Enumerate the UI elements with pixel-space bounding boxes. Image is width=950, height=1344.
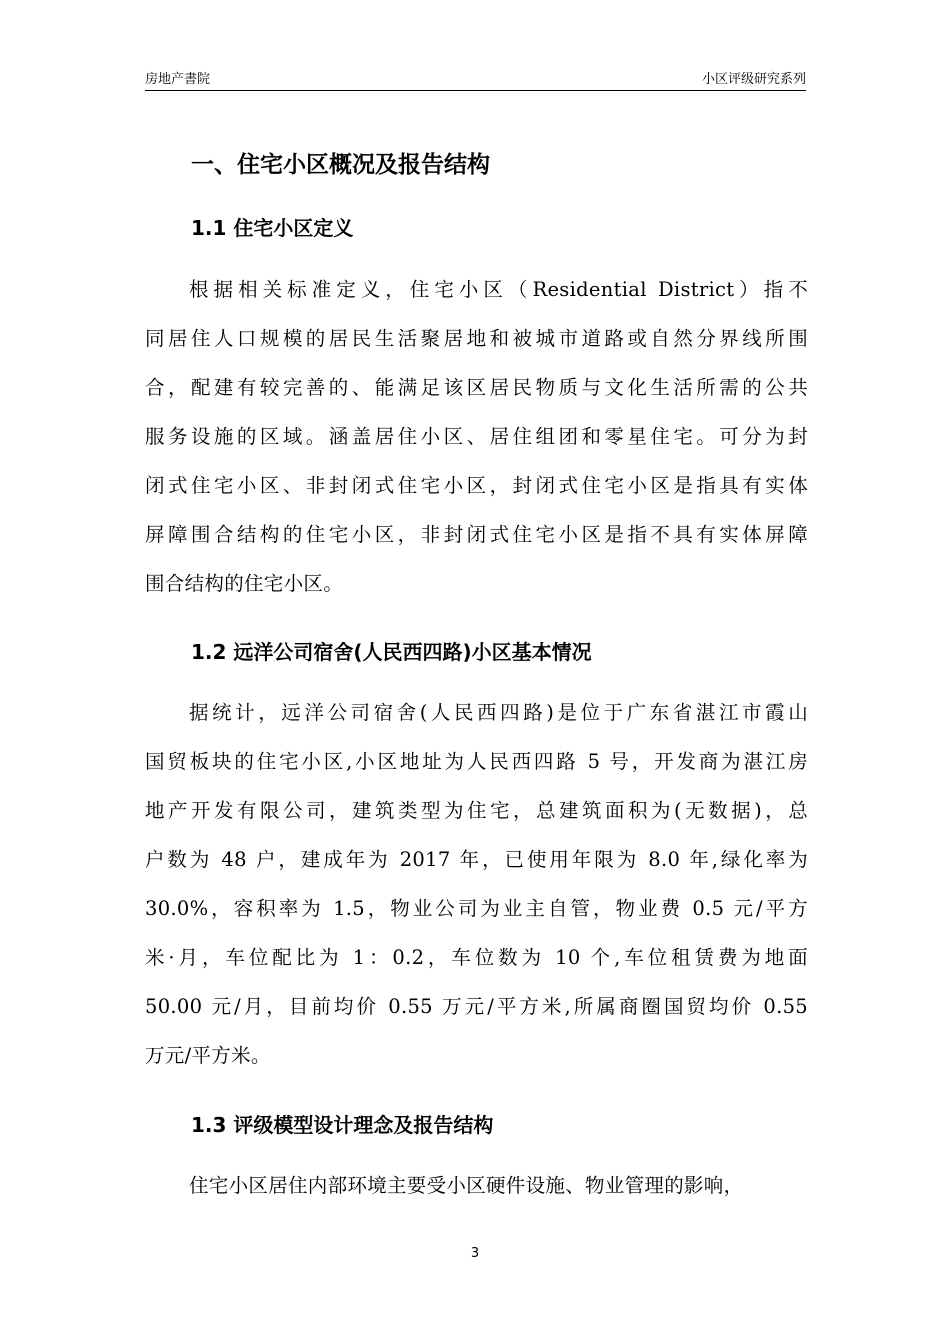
page-header	[145, 66, 806, 91]
paragraph-line: 住宅小区居住内部环境主要受小区硬件设施、物业管理的影响，	[189, 1174, 744, 1197]
section-title-1-3: 1.3 评级模型设计理念及报告结构	[191, 1113, 494, 1137]
paragraph-line: 米·月，车位配比为 1：0.2，车位数为 10 个,车位租赁费为地面	[145, 946, 808, 969]
page-number: 3	[470, 1246, 480, 1261]
paragraph-line: 据统计，远洋公司宿舍(人民西四路)是位于广东省湛江市霞山	[189, 701, 808, 724]
paragraph-line: 户数为 48 户，建成年为 2017 年，已使用年限为 8.0 年,绿化率为	[145, 848, 808, 871]
paragraph-line: 服务设施的区域。涵盖居住小区、居住组团和零星住宅。可分为封	[145, 425, 808, 448]
paragraph-line: 根据相关标准定义，住宅小区（Residential District）指不	[189, 278, 808, 301]
paragraph-line: 屏障围合结构的住宅小区，非封闭式住宅小区是指不具有实体屏障	[145, 523, 808, 546]
section-title-1-1: 1.1 住宅小区定义	[191, 216, 354, 240]
paragraph-line: 围合结构的住宅小区。	[145, 572, 344, 595]
paragraph-line: 国贸板块的住宅小区,小区地址为人民西四路 5 号，开发商为湛江房	[145, 750, 808, 773]
header-left-title: 房地产書院	[145, 72, 211, 87]
paragraph-line: 闭式住宅小区、非封闭式住宅小区，封闭式住宅小区是指具有实体	[145, 474, 808, 497]
paragraph-1-1	[145, 265, 808, 608]
paragraph-line: 同居住人口规模的居民生活聚居地和被城市道路或自然分界线所围	[145, 327, 808, 350]
paragraph-line: 30.0%，容积率为 1.5，物业公司为业主自管，物业费 0.5 元/平方	[145, 897, 808, 920]
paragraph-line: 万元/平方米。	[145, 1044, 271, 1067]
paragraph-1-3	[145, 1161, 808, 1210]
paragraph-line: 50.00 元/月，目前均价 0.55 万元/平方米,所属商圈国贸均价 0.55	[145, 995, 808, 1018]
paragraph-line: 地产开发有限公司，建筑类型为住宅，总建筑面积为(无数据)，总	[145, 799, 808, 822]
chapter-title: 一、住宅小区概况及报告结构	[191, 152, 490, 178]
section-title-1-2: 1.2 远洋公司宿舍(人民西四路)小区基本情况	[191, 640, 592, 664]
header-right-title: 小区评级研究系列	[701, 72, 806, 87]
paragraph-line: 合，配建有较完善的、能满足该区居民物质与文化生活所需的公共	[145, 376, 808, 399]
paragraph-1-2	[145, 688, 808, 1080]
